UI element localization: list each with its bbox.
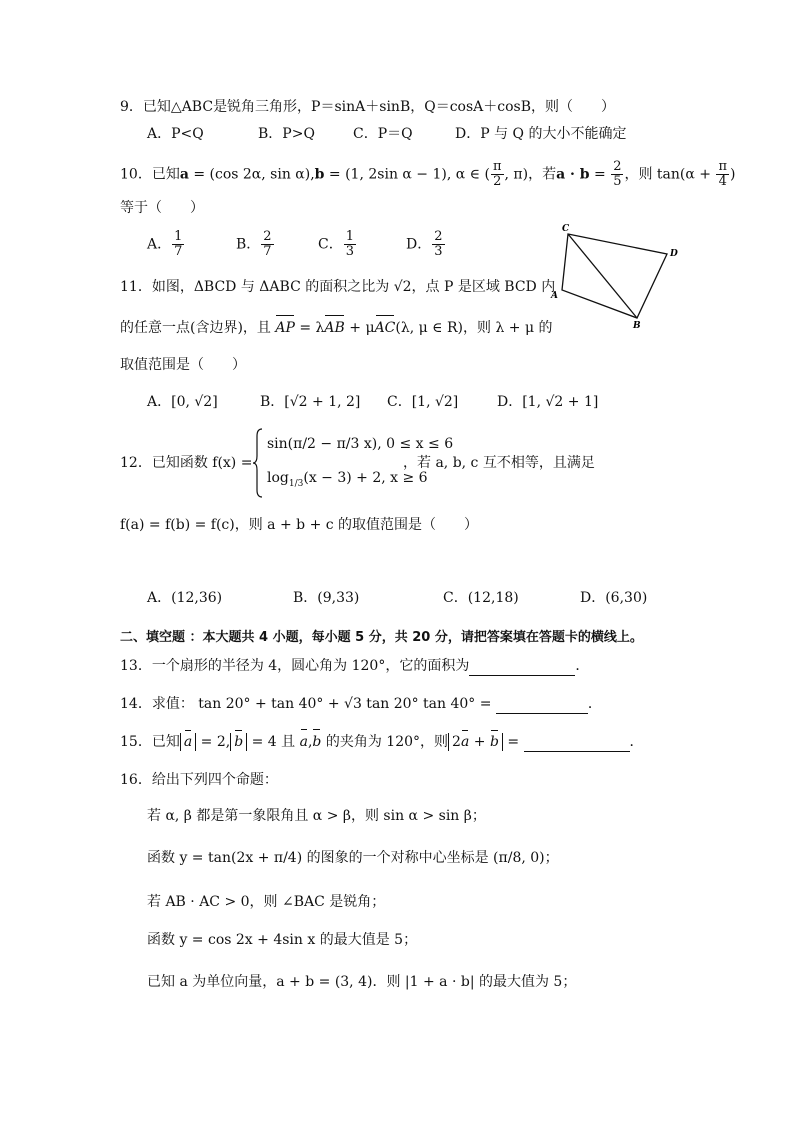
piecewise-case-2: $\log_{1/3}(x - 3) + 2$, x ≥ 6 <box>267 470 428 489</box>
figure-label-d: D <box>670 249 678 259</box>
q9-option-a: A．P<Q <box>147 126 204 142</box>
q9-stem: 9．已知△ABC是锐角三角形，P＝sinA＋sinB，Q＝cosA＋cosB，则（ ） <box>120 99 616 115</box>
q11-option-b: B．[√2 + 1, 2] <box>260 394 361 410</box>
q16-item-1: 若 α, β 都是第一象限角且 α > β，则 sin α > sin β； <box>147 808 486 824</box>
q16-item-3: 若 AB · AC > 0，则 ∠BAC 是锐角； <box>147 894 386 910</box>
q10-stem-line2: 等于（ ） <box>120 200 204 216</box>
q12-option-a: A．(12,36) <box>147 590 223 606</box>
q10-option-a: A． $\frac{1}{7}$ <box>147 229 183 259</box>
q16-item-4: 函数 y = cos 2x + 4sin x 的最大值是 5； <box>147 932 418 948</box>
q11-option-a: A．[0, √2] <box>147 394 218 410</box>
q16-item-2: 函数 y = tan(2x + π/4) 的图象的一个对称中心坐标是 (π/8, 0)； <box>147 850 559 866</box>
q11-stem-line1: 11．如图，ΔBCD 与 ΔABC 的面积之比为 √2，点 P 是区域 BCD 内 <box>120 279 556 295</box>
q15: 15．已知 a = 2, b = 4 且 a,b 的夹角为 120°，则 2a + b = ． <box>120 734 644 750</box>
q12-option-c: C．(12,18) <box>443 590 519 606</box>
q12-stem-prefix: 12．已知函数 f(x) = <box>120 455 253 471</box>
q12-stem-line2: f(a) = f(b) = f(c)，则 a + b + c 的取值范围是（ ） <box>120 517 479 533</box>
piecewise-case-1: sin(π/2 − π/3 x), 0 ≤ x ≤ 6 <box>267 436 454 452</box>
figure-label-c: C <box>562 224 570 234</box>
q9-option-b: B．P>Q <box>258 126 315 142</box>
q11-stem-line3: 取值范围是（ ） <box>120 357 246 373</box>
q11-option-c: C．[1, √2] <box>387 394 459 410</box>
figure-label-b: B <box>633 321 641 331</box>
answer-blank[interactable] <box>496 697 588 714</box>
q10-option-b: B． $\frac{2}{7}$ <box>236 229 272 259</box>
q16-item-5: 已知 a 为单位向量，a + b = (3, 4)．则 |1 + a · b| 的最大值为 5； <box>147 974 577 990</box>
section-heading: 二、填空题 ：本大题共 4 小题，每小题 5 分，共 20 分，请把答案填在答题卡的横线上。 <box>120 630 643 645</box>
q14: 14．求值： tan 20° + tan 40° + √3 tan 20° tan 40° = ． <box>120 696 602 712</box>
q11-option-d: D．[1, √2 + 1] <box>497 394 599 410</box>
q10-option-c: C． $\frac{1}{3}$ <box>318 229 354 259</box>
q16-intro: 16．给出下列四个命题： <box>120 772 278 788</box>
answer-blank[interactable] <box>469 659 575 676</box>
q11-stem-line2: 的任意一点(含边界)，且 AP = λAB + μAC(λ, μ ∈ R)，则 λ + μ 的 <box>120 320 553 336</box>
piecewise-function <box>253 428 454 498</box>
q12-stem-suffix: ，若 a, b, c 互不相等，且满足 <box>403 455 595 471</box>
q12-option-b: B．(9,33) <box>293 590 360 606</box>
q9-option-d: D．P 与 Q 的大小不能确定 <box>455 126 627 142</box>
quadrilateral-figure <box>545 222 685 332</box>
q10-option-d: D． $\frac{2}{3}$ <box>406 229 443 259</box>
brace-icon <box>253 428 263 498</box>
q9-option-c: C．P＝Q <box>353 126 413 142</box>
answer-blank[interactable] <box>524 735 630 752</box>
q10-stem: 10．已知a = (cos 2α, sin α),b = (1, 2sin α − 1), α ∈ ( $\frac{\pi}{2}$ , π)，若a · b = $\frac{2}{5}$ ，则 tan(α + $\frac{\pi}{4}$ ) <box>120 159 736 189</box>
figure-label-a: A <box>551 291 558 301</box>
q13: 13．一个扇形的半径为 4，圆心角为 120°，它的面积为 ． <box>120 658 590 674</box>
q12-option-d: D．(6,30) <box>580 590 648 606</box>
